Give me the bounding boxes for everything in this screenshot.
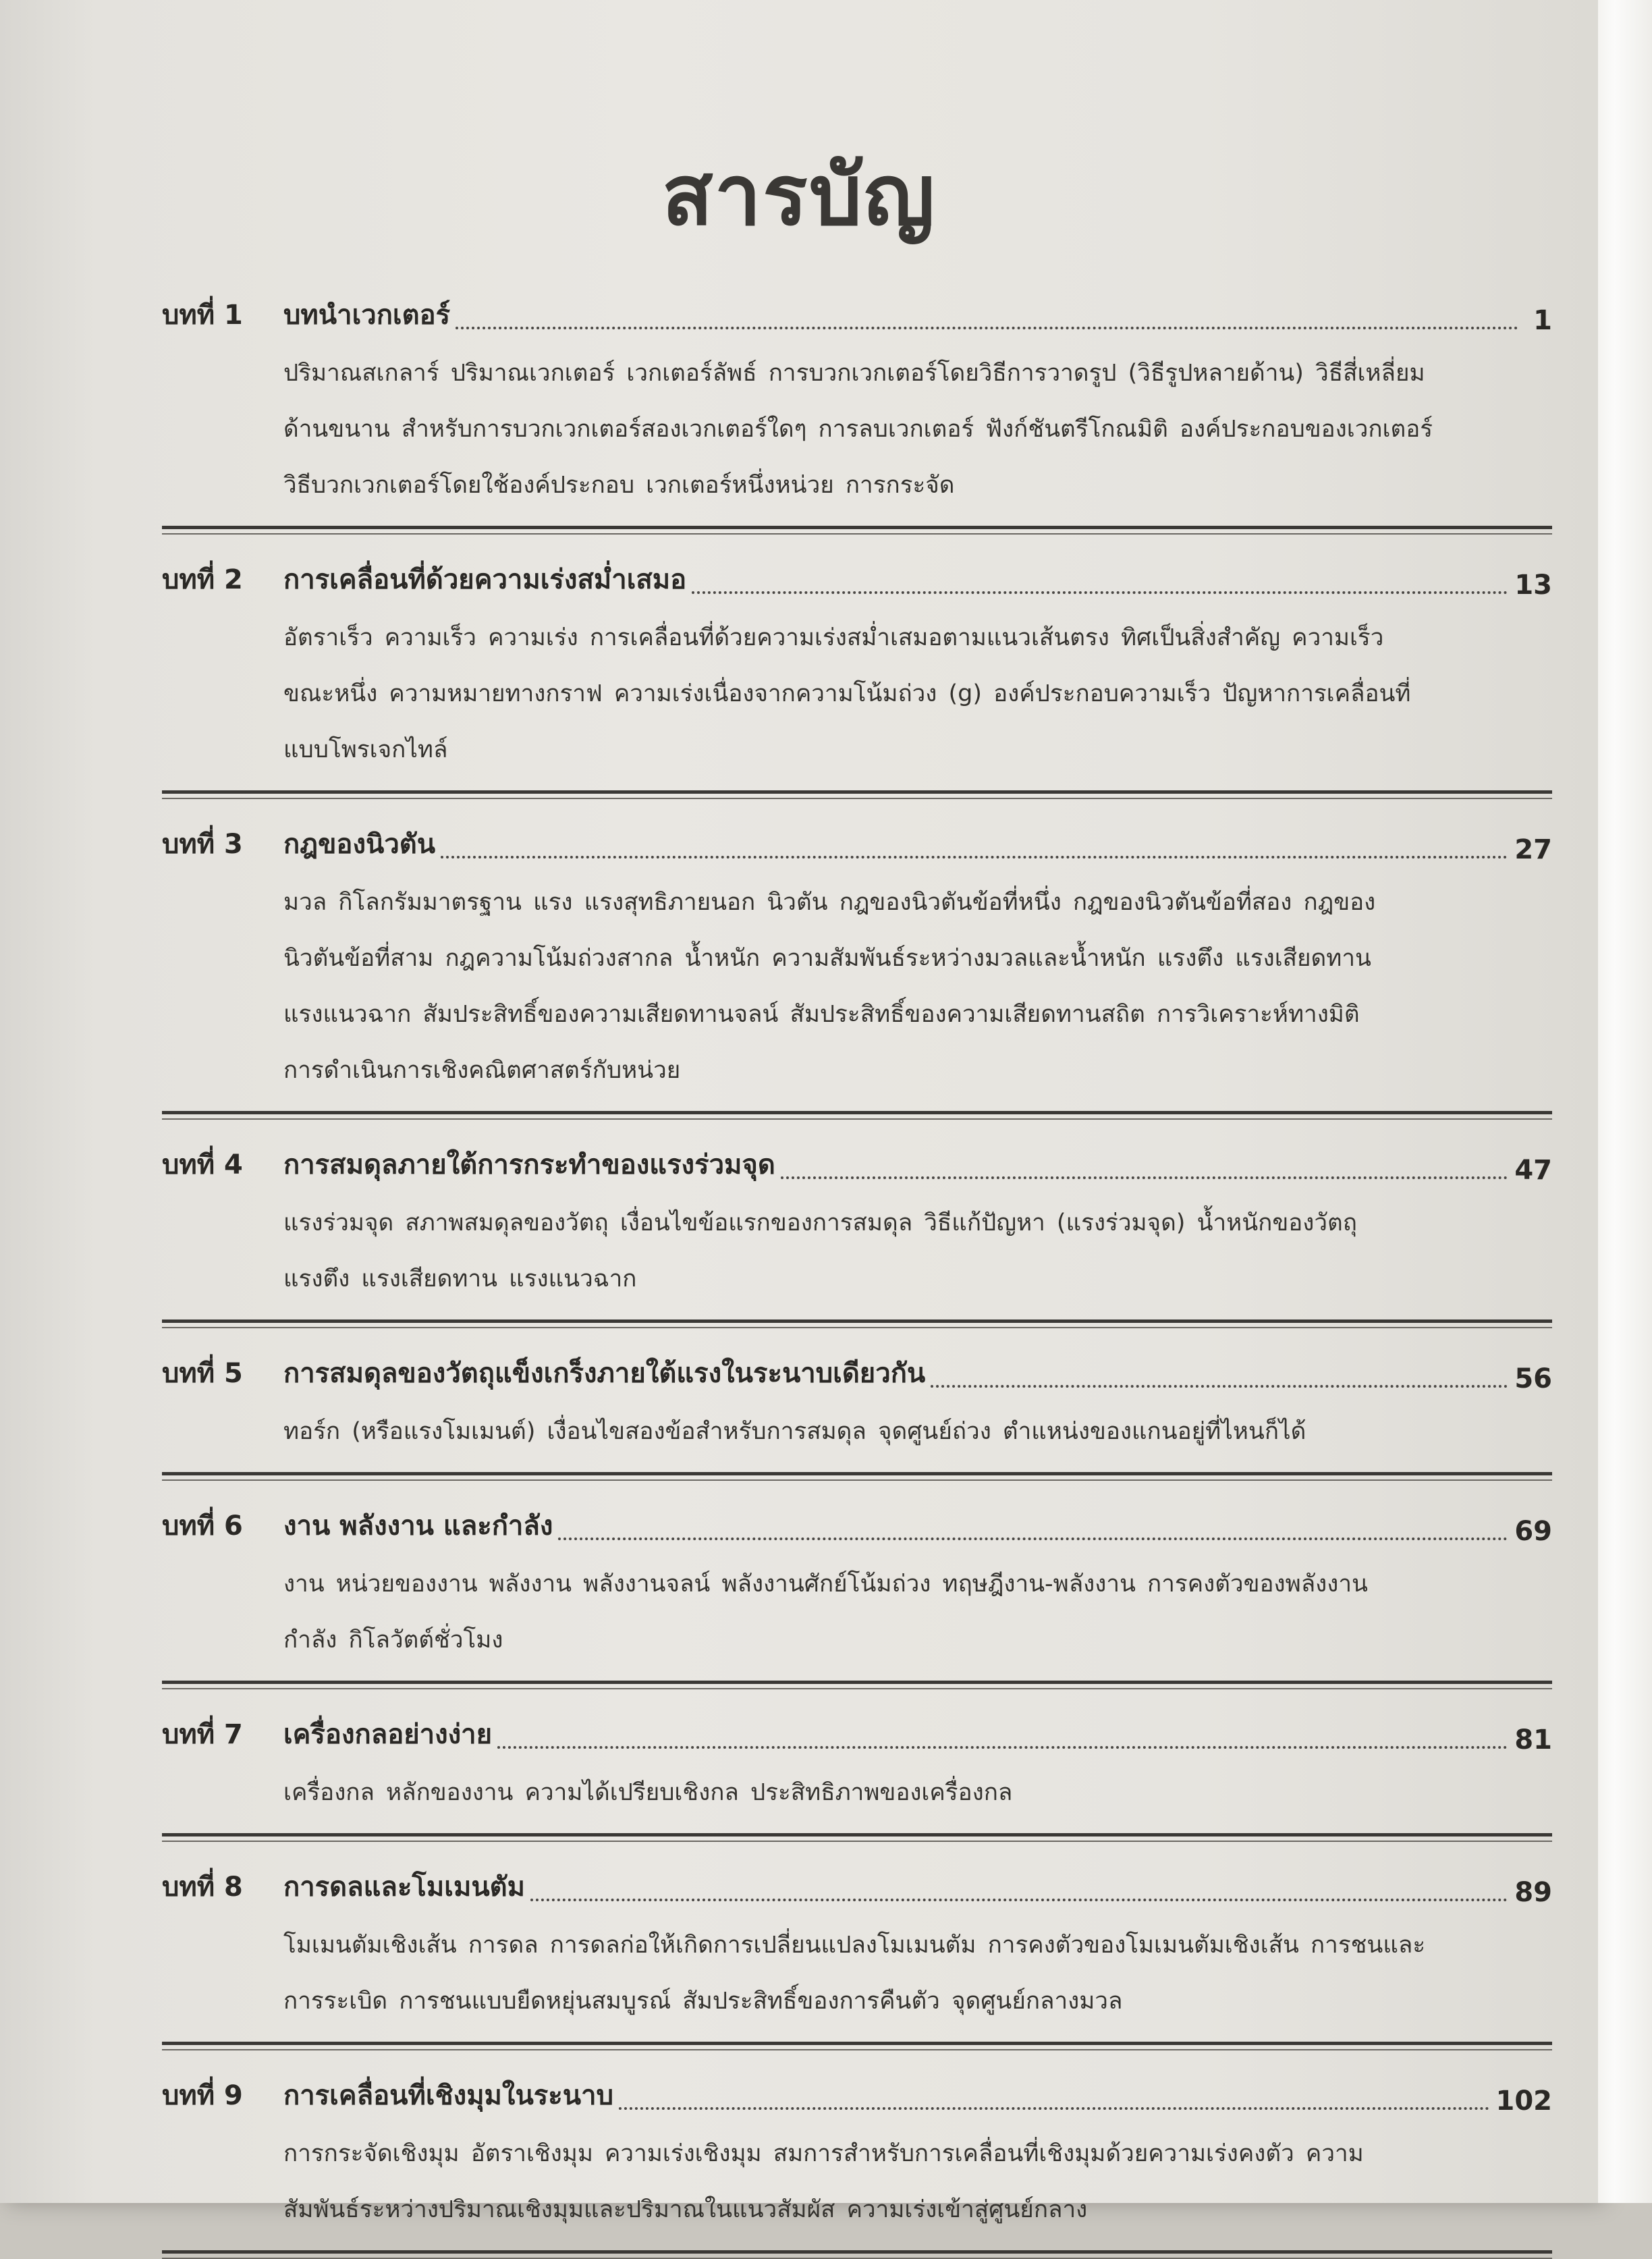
chapter-divider — [162, 1472, 1552, 1475]
chapter-page-number: 47 — [1514, 1155, 1552, 1186]
chapter-divider — [162, 1111, 1552, 1114]
chapter-page-number: 69 — [1514, 1516, 1552, 1547]
topic-line: แรงร่วมจุด สภาพสมดุลของวัตถุ เงื่อนไขข้อแรกของการสมดุล วิธีแก้ปัญหา (แรงร่วมจุด) น้ำหนักของวัตถุ — [283, 1209, 1357, 1236]
chapter-page-number: 27 — [1514, 834, 1552, 865]
chapter-page-number: 13 — [1514, 570, 1552, 601]
topic-line: ปริมาณสเกลาร์ ปริมาณเวกเตอร์ เวกเตอร์ลัพธ์ การบวกเวกเตอร์โดยวิธีการวาดรูป (วิธีรูปหลายด้าน) วิธีสี่เหลี่ยม — [283, 360, 1425, 387]
chapter-title: งาน พลังงาน และกำลัง — [283, 1510, 553, 1542]
chapter-topics — [283, 1195, 1552, 1307]
dot-leader — [931, 1384, 1508, 1388]
chapter-title: การดลและโมเมนตัม — [283, 1872, 526, 1903]
table-of-contents — [162, 270, 1552, 2259]
page-title: สารบัญ — [661, 147, 937, 244]
chapter-topics — [283, 1917, 1552, 2030]
chapter-topics — [283, 875, 1552, 1099]
chapter-heading-row — [162, 1120, 1552, 1186]
topic-line: สัมพันธ์ระหว่างปริมาณเชิงมุมและปริมาณในแนวสัมผัส ความเร่งเข้าสู่ศูนย์กลาง — [283, 2196, 1088, 2223]
chapter-divider — [162, 1681, 1552, 1684]
dot-leader — [692, 591, 1508, 594]
toc-chapter-entry — [162, 1120, 1552, 1328]
chapter-heading-row — [162, 535, 1552, 601]
dot-leader — [441, 855, 1508, 859]
chapter-number: บทที่ 5 — [162, 1358, 243, 1389]
chapter-heading-row — [162, 1689, 1552, 1756]
chapter-heading-row — [162, 2050, 1552, 2117]
topic-line: เครื่องกล หลักของงาน ความได้เปรียบเชิงกล ประสิทธิภาพของเครื่องกล — [283, 1779, 1013, 1806]
chapter-number: บทที่ 2 — [162, 564, 243, 595]
chapter-divider — [162, 526, 1552, 529]
topic-line: งาน หน่วยของงาน พลังงาน พลังงานจลน์ พลังงานศักย์โน้มถ่วง ทฤษฎีงาน-พลังงาน การคงตัวของพลังงาน — [283, 1571, 1368, 1598]
chapter-topics — [283, 346, 1552, 514]
toc-chapter-entry — [162, 1481, 1552, 1689]
chapter-title: การเคลื่อนที่เชิงมุมในระนาบ — [283, 2080, 613, 2111]
chapter-number: บทที่ 1 — [162, 300, 243, 331]
chapter-topics — [283, 1404, 1552, 1460]
dot-leader — [497, 1745, 1508, 1749]
chapter-page-number: 102 — [1495, 2086, 1552, 2117]
topic-line: การระเบิด การชนแบบยืดหยุ่นสมบูรณ์ สัมประสิทธิ์ของการคืนตัว จุดศูนย์กลางมวล — [283, 1988, 1123, 2015]
topic-line: โมเมนตัมเชิงเส้น การดล การดลก่อให้เกิดการเปลี่ยนแปลงโมเมนตัม การคงตัวของโมเมนตัมเชิงเส้น การชนและ — [283, 1932, 1426, 1959]
dot-leader — [456, 326, 1518, 329]
chapter-page-number: 89 — [1514, 1877, 1552, 1908]
topic-line: การกระจัดเชิงมุม อัตราเชิงมุม ความเร่งเชิงมุม สมการสำหรับการเคลื่อนที่เชิงมุมด้วยความเร่งคงตัว ความ — [283, 2140, 1364, 2167]
chapter-number: บทที่ 4 — [162, 1149, 243, 1180]
chapter-number: บทที่ 7 — [162, 1719, 243, 1750]
topic-line: มวล กิโลกรัมมาตรฐาน แรง แรงสุทธิภายนอก นิวตัน กฎของนิวตันข้อที่หนึ่ง กฎของนิวตันข้อที่สอง กฎของ — [283, 889, 1376, 916]
chapter-page-number: 1 — [1533, 305, 1552, 336]
chapter-divider — [162, 2250, 1552, 2254]
chapter-topics — [283, 1556, 1552, 1668]
topic-line: วิธีบวกเวกเตอร์โดยใช้องค์ประกอบ เวกเตอร์หนึ่งหน่วย การกระจัด — [283, 472, 955, 499]
chapter-topics — [283, 2126, 1552, 2238]
topic-line: แรงแนวฉาก สัมประสิทธิ์ของความเสียดทานจลน์ สัมประสิทธิ์ของความเสียดทานสถิต การวิเคราะห์ทางมิติ — [283, 1001, 1360, 1028]
topic-line: ทอร์ก (หรือแรงโมเมนต์) เงื่อนไขสองข้อสำหรับการสมดุล จุดศูนย์ถ่วง ตำแหน่งของแกนอยู่ที่ไหนก็ได้ — [283, 1418, 1306, 1445]
chapter-heading-row — [162, 1481, 1552, 1547]
dot-leader — [558, 1537, 1508, 1540]
page-edge — [1598, 0, 1652, 2203]
toc-chapter-entry — [162, 1689, 1552, 1842]
chapter-title: การสมดุลของวัตถุแข็งเกร็งภายใต้แรงในระนาบเดียวกัน — [283, 1358, 926, 1389]
chapter-heading-row — [162, 1328, 1552, 1394]
chapter-title: บทนำเวกเตอร์ — [283, 300, 451, 331]
chapter-title: เครื่องกลอย่างง่าย — [283, 1719, 493, 1750]
chapter-divider — [162, 790, 1552, 794]
toc-chapter-entry — [162, 535, 1552, 799]
topic-line: กำลัง กิโลวัตต์ชั่วโมง — [283, 1627, 503, 1654]
chapter-divider — [162, 1319, 1552, 1323]
chapter-heading-row — [162, 799, 1552, 865]
toc-chapter-entry — [162, 2050, 1552, 2259]
chapter-title: การเคลื่อนที่ด้วยความเร่งสม่ำเสมอ — [283, 564, 687, 595]
topic-line: ขณะหนึ่ง ความหมายทางกราฟ ความเร่งเนื่องจากความโน้มถ่วง (g) องค์ประกอบความเร็ว ปัญหาการเคลื่อนที่ — [283, 680, 1411, 707]
chapter-number: บทที่ 9 — [162, 2080, 243, 2111]
chapter-page-number: 56 — [1514, 1363, 1552, 1394]
chapter-heading-row — [162, 1842, 1552, 1908]
topic-line: นิวตันข้อที่สาม กฎความโน้มถ่วงสากล น้ำหนัก ความสัมพันธ์ระหว่างมวลและน้ำหนัก แรงตึง แรงเสียดทาน — [283, 945, 1371, 972]
chapter-divider — [162, 2042, 1552, 2045]
chapter-number: บทที่ 3 — [162, 829, 243, 860]
chapter-heading-row — [162, 270, 1552, 336]
topic-line: แรงตึง แรงเสียดทาน แรงแนวฉาก — [283, 1265, 637, 1292]
dot-leader — [781, 1176, 1508, 1179]
chapter-page-number: 81 — [1514, 1724, 1552, 1756]
dot-leader — [619, 2106, 1489, 2110]
toc-chapter-entry — [162, 1842, 1552, 2050]
chapter-number: บทที่ 6 — [162, 1510, 243, 1542]
chapter-number: บทที่ 8 — [162, 1872, 243, 1903]
topic-line: อัตราเร็ว ความเร็ว ความเร่ง การเคลื่อนที่ด้วยความเร่งสม่ำเสมอตามแนวเส้นตรง ทิศเป็นสิ่งสำคัญ ความเร็ว — [283, 624, 1384, 651]
chapter-title: กฎของนิวตัน — [283, 829, 436, 860]
dot-leader — [530, 1898, 1508, 1901]
toc-chapter-entry — [162, 799, 1552, 1120]
chapter-divider — [162, 1833, 1552, 1836]
toc-chapter-entry — [162, 1328, 1552, 1481]
topic-line: แบบโพรเจกไทล์ — [283, 736, 448, 763]
toc-chapter-entry — [162, 270, 1552, 535]
topic-line: ด้านขนาน สำหรับการบวกเวกเตอร์สองเวกเตอร์ใดๆ การลบเวกเตอร์ ฟังก์ชันตรีโกณมิติ องค์ประกอบของเวกเตอร์ — [283, 416, 1433, 443]
topic-line: การดำเนินการเชิงคณิตศาสตร์กับหน่วย — [283, 1057, 681, 1084]
chapter-topics — [283, 610, 1552, 778]
chapter-topics — [283, 1765, 1552, 1821]
chapter-title: การสมดุลภายใต้การกระทำของแรงร่วมจุด — [283, 1149, 775, 1180]
